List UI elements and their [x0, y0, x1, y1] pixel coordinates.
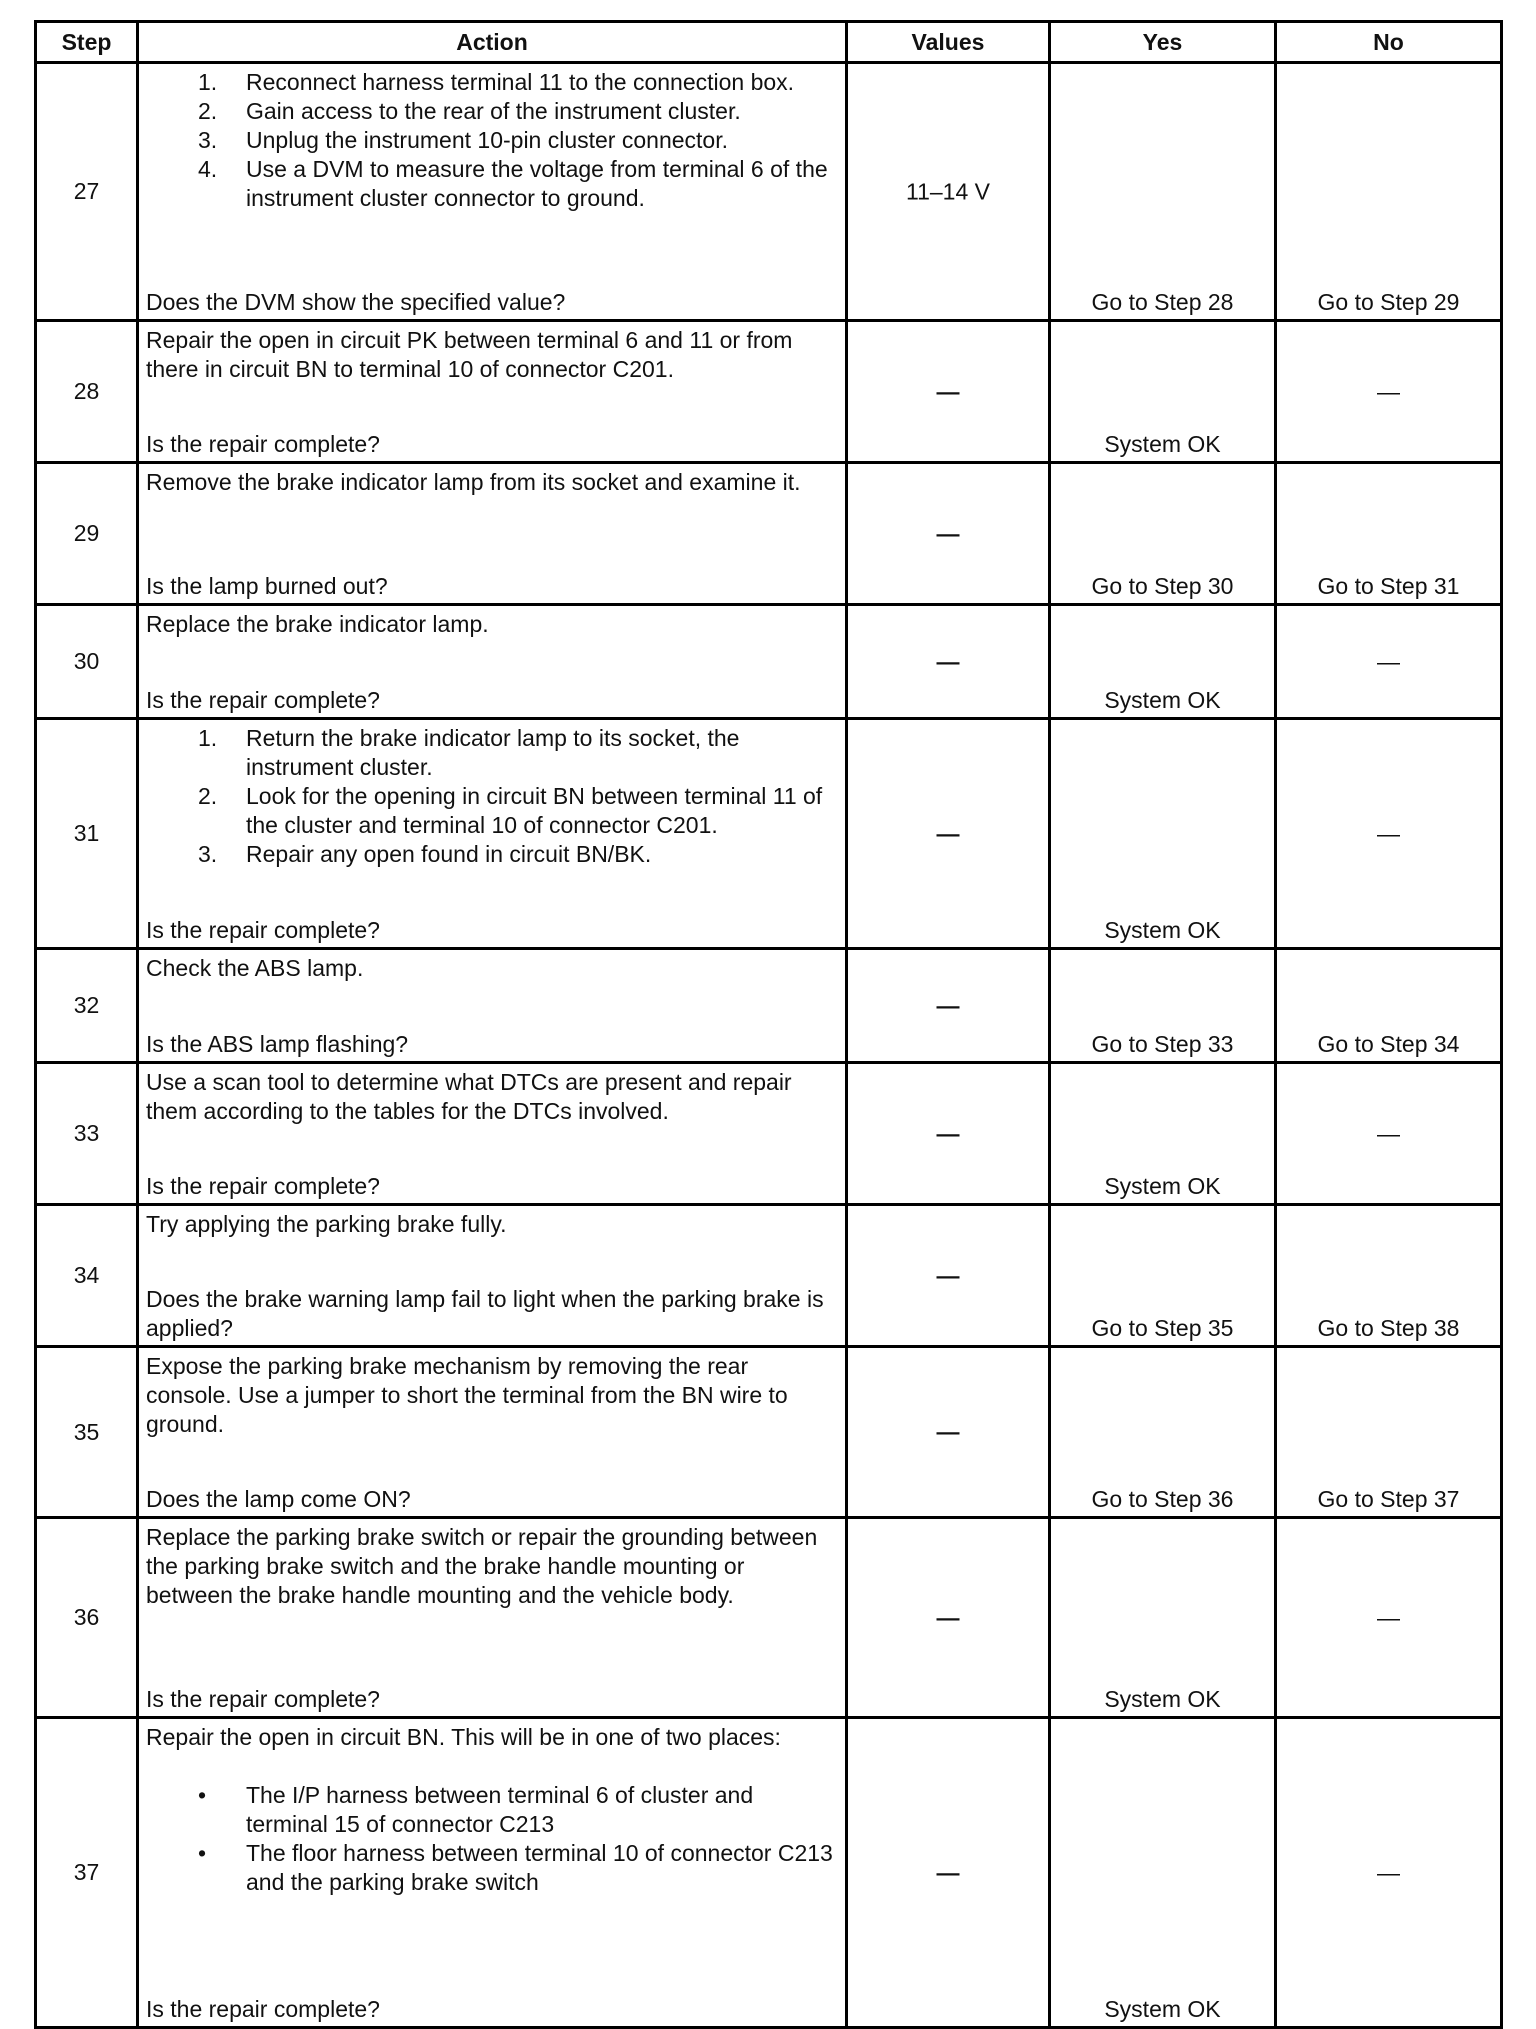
yes-text: System OK: [1104, 687, 1221, 713]
action-content: [139, 464, 845, 603]
value-cell: [847, 63, 1050, 321]
action-content: [139, 1064, 845, 1203]
value-box: [848, 322, 1048, 461]
value-text: —: [936, 1262, 960, 1288]
list-marker: •: [198, 1782, 207, 1808]
value-cell: [847, 1205, 1050, 1347]
step-cell: 31: [36, 719, 138, 949]
value-text: —: [936, 1859, 960, 1885]
yes-box: [1051, 606, 1274, 717]
value-cell: [847, 463, 1050, 605]
action-text: Replace the brake indicator lamp.: [146, 611, 489, 637]
list-marker: 3.: [198, 127, 218, 153]
step-cell: 37: [36, 1718, 138, 2028]
action-question: Is the lamp burned out?: [146, 573, 388, 599]
step-cell: 29: [36, 463, 138, 605]
value-text: —: [936, 820, 960, 846]
value-cell: [847, 1063, 1050, 1205]
yes-text: Go to Step 30: [1091, 573, 1234, 599]
list-item: [146, 1781, 837, 1839]
yes-box: [1051, 64, 1274, 319]
action-text: Remove the brake indicator lamp from its socket and examine it.: [146, 469, 801, 495]
action-cell: [138, 719, 847, 949]
header-yes: Yes: [1050, 22, 1276, 63]
no-box: [1277, 950, 1500, 1061]
value-text: —: [936, 992, 960, 1018]
yes-text: System OK: [1104, 1173, 1221, 1199]
yes-text: Go to Step 35: [1091, 1315, 1234, 1341]
list-marker: 3.: [198, 841, 218, 867]
value-box: [848, 1064, 1048, 1203]
action-question: Is the repair complete?: [146, 1996, 380, 2022]
yes-box: [1051, 464, 1274, 603]
step-cell: 36: [36, 1518, 138, 1718]
header-action: Action: [138, 22, 847, 63]
no-text: —: [1377, 648, 1400, 674]
table-row: [36, 605, 1502, 719]
yes-cell: [1050, 63, 1276, 321]
yes-box: [1051, 1206, 1274, 1345]
table-row: [36, 1347, 1502, 1518]
action-list: [146, 724, 837, 869]
no-box: [1277, 1719, 1500, 2026]
action-cell: [138, 1718, 847, 2028]
value-text: —: [936, 1604, 960, 1630]
list-item-text: Look for the opening in circuit BN between terminal 11 of the cluster and terminal 10 of connector C201.: [246, 783, 823, 838]
action-cell: [138, 1518, 847, 1718]
step-cell: 33: [36, 1063, 138, 1205]
table-row: [36, 321, 1502, 463]
action-cell: [138, 605, 847, 719]
action-cell: [138, 1347, 847, 1518]
list-item-text: Reconnect harness terminal 11 to the connection box.: [246, 69, 795, 95]
value-box: [848, 1206, 1048, 1345]
no-cell: [1276, 719, 1502, 949]
value-text: —: [936, 648, 960, 674]
action-question: Is the repair complete?: [146, 1173, 380, 1199]
yes-text: System OK: [1104, 917, 1221, 943]
action-body: [139, 720, 845, 947]
list-item: [146, 155, 837, 213]
yes-text: System OK: [1104, 1686, 1221, 1712]
action-question: Is the repair complete?: [146, 687, 380, 713]
action-question: Is the repair complete?: [146, 431, 380, 457]
no-box: [1277, 1206, 1500, 1345]
table-body: [36, 63, 1502, 2028]
header-step: Step: [36, 22, 138, 63]
list-item: [146, 68, 837, 97]
no-box: [1277, 64, 1500, 319]
action-body: [139, 64, 845, 319]
value-cell: [847, 719, 1050, 949]
value-cell: [847, 1718, 1050, 2028]
step-cell: 28: [36, 321, 138, 463]
table-row: [36, 1518, 1502, 1718]
no-text: Go to Step 38: [1317, 1315, 1460, 1341]
no-text: —: [1377, 378, 1400, 404]
list-marker: 2.: [198, 783, 218, 809]
header-no: No: [1276, 22, 1502, 63]
list-item: [146, 724, 837, 782]
list-marker: 1.: [198, 725, 218, 751]
list-item: [146, 782, 837, 840]
action-list: [146, 1781, 837, 1897]
no-cell: [1276, 1205, 1502, 1347]
step-cell: 30: [36, 605, 138, 719]
no-cell: [1276, 1718, 1502, 2028]
action-text: Use a scan tool to determine what DTCs are present and repair them according to the tables for the DTCs involved.: [146, 1069, 792, 1124]
no-text: —: [1377, 1859, 1400, 1885]
no-box: [1277, 606, 1500, 717]
spacer: [146, 1752, 837, 1781]
list-item: [146, 1839, 837, 1897]
action-cell: [138, 1205, 847, 1347]
value-text: —: [936, 1418, 960, 1445]
header-row: [36, 22, 1502, 63]
table-row: [36, 463, 1502, 605]
no-text: —: [1377, 820, 1400, 846]
list-marker: 4.: [198, 156, 218, 182]
yes-box: [1051, 720, 1274, 947]
action-cell: [138, 463, 847, 605]
no-box: [1277, 1348, 1500, 1516]
action-content: [139, 64, 845, 319]
yes-cell: [1050, 1518, 1276, 1718]
yes-cell: [1050, 1347, 1276, 1518]
step-cell: 27: [36, 63, 138, 321]
list-marker: 1.: [198, 69, 218, 95]
action-question: Does the brake warning lamp fail to light when the parking brake is applied?: [146, 1286, 824, 1341]
list-item: [146, 97, 837, 126]
value-text: 11–14 V: [906, 178, 990, 204]
yes-cell: [1050, 949, 1276, 1063]
no-cell: [1276, 63, 1502, 321]
list-item-text: The I/P harness between terminal 6 of cluster and terminal 15 of connector C213: [246, 1782, 754, 1837]
value-box: [848, 64, 1048, 319]
yes-cell: [1050, 605, 1276, 719]
value-cell: [847, 1518, 1050, 1718]
yes-cell: [1050, 719, 1276, 949]
action-question: Is the repair complete?: [146, 1686, 380, 1712]
action-text: Replace the parking brake switch or repair the grounding between the parking brake switch and the brake handle mounting or between the brake handle mounting and the vehicle body.: [146, 1524, 818, 1608]
value-cell: [847, 605, 1050, 719]
value-box: [848, 1719, 1048, 2026]
table-row: [36, 1718, 1502, 2028]
yes-cell: [1050, 463, 1276, 605]
no-box: [1277, 1064, 1500, 1203]
action-text: Repair the open in circuit BN. This will be in one of two places:: [146, 1724, 781, 1750]
no-cell: [1276, 463, 1502, 605]
action-question: Is the ABS lamp flashing?: [146, 1031, 409, 1057]
value-text: —: [936, 378, 960, 404]
step-cell: 32: [36, 949, 138, 1063]
no-text: —: [1377, 1120, 1400, 1146]
action-cell: [138, 321, 847, 463]
action-question: Does the DVM show the specified value?: [146, 289, 566, 315]
yes-box: [1051, 1348, 1274, 1516]
yes-text: Go to Step 28: [1091, 289, 1234, 315]
action-cell: [138, 1063, 847, 1205]
diagnostic-table: [34, 20, 1503, 2029]
yes-box: [1051, 1519, 1274, 1716]
list-marker: 2.: [198, 98, 218, 124]
value-box: [848, 606, 1048, 717]
table-row: [36, 63, 1502, 321]
yes-cell: [1050, 1063, 1276, 1205]
list-marker: •: [198, 1840, 207, 1866]
yes-box: [1051, 1719, 1274, 2026]
list-item-text: Return the brake indicator lamp to its socket, the instrument cluster.: [246, 725, 740, 780]
yes-text: System OK: [1104, 431, 1221, 457]
action-content: [139, 1719, 845, 2026]
no-box: [1277, 720, 1500, 947]
no-cell: [1276, 949, 1502, 1063]
action-text: Try applying the parking brake fully.: [146, 1211, 507, 1237]
value-box: [848, 950, 1048, 1061]
list-item: [146, 126, 837, 155]
header-values: Values: [847, 22, 1050, 63]
step-cell: 34: [36, 1205, 138, 1347]
no-text: Go to Step 29: [1317, 289, 1460, 315]
table-row: [36, 949, 1502, 1063]
yes-text: Go to Step 36: [1091, 1486, 1234, 1512]
value-box: [848, 464, 1048, 603]
list-item-text: Gain access to the rear of the instrument cluster.: [246, 98, 741, 124]
no-cell: [1276, 1063, 1502, 1205]
yes-box: [1051, 1064, 1274, 1203]
action-content: [139, 1519, 845, 1716]
yes-box: [1051, 950, 1274, 1061]
action-content: [139, 322, 845, 461]
action-text: Expose the parking brake mechanism by removing the rear console. Use a jumper to short the terminal from the BN wire to ground.: [146, 1353, 788, 1437]
list-item-text: Use a DVM to measure the voltage from terminal 6 of the instrument cluster connector to ground.: [246, 156, 828, 211]
no-cell: [1276, 1518, 1502, 1718]
yes-cell: [1050, 1718, 1276, 2028]
yes-text: Go to Step 33: [1091, 1031, 1234, 1057]
no-text: Go to Step 31: [1317, 573, 1460, 599]
action-body: [139, 1719, 845, 2026]
action-content: [139, 606, 845, 717]
no-text: Go to Step 37: [1317, 1486, 1460, 1512]
table-row: [36, 1205, 1502, 1347]
action-text: Repair the open in circuit PK between terminal 6 and 11 or from there in circuit BN to terminal 10 of connector C201.: [146, 327, 793, 382]
value-text: —: [936, 520, 960, 546]
action-content: [139, 1348, 845, 1516]
value-cell: [847, 321, 1050, 463]
table-row: [36, 1063, 1502, 1205]
value-cell: [847, 1347, 1050, 1518]
yes-box: [1051, 322, 1274, 461]
value-box: [848, 1348, 1048, 1516]
no-text: Go to Step 34: [1317, 1031, 1460, 1057]
action-content: [139, 1206, 845, 1345]
action-question: Is the repair complete?: [146, 917, 380, 943]
step-cell: 35: [36, 1347, 138, 1518]
no-cell: [1276, 321, 1502, 463]
yes-text: System OK: [1104, 1996, 1221, 2022]
no-cell: [1276, 1347, 1502, 1518]
action-list: [146, 68, 837, 213]
no-box: [1277, 322, 1500, 461]
action-content: [139, 720, 845, 947]
value-text: —: [936, 1120, 960, 1146]
action-cell: [138, 63, 847, 321]
value-cell: [847, 949, 1050, 1063]
action-text: Check the ABS lamp.: [146, 955, 364, 981]
no-cell: [1276, 605, 1502, 719]
value-box: [848, 1519, 1048, 1716]
action-cell: [138, 949, 847, 1063]
list-item-text: Repair any open found in circuit BN/BK.: [246, 841, 652, 867]
no-text: —: [1377, 1604, 1400, 1630]
action-question: Does the lamp come ON?: [146, 1486, 411, 1512]
list-item-text: Unplug the instrument 10-pin cluster connector.: [246, 127, 728, 153]
yes-cell: [1050, 321, 1276, 463]
yes-cell: [1050, 1205, 1276, 1347]
table-row: [36, 719, 1502, 949]
list-item: [146, 840, 837, 869]
action-content: [139, 950, 845, 1061]
no-box: [1277, 464, 1500, 603]
no-box: [1277, 1519, 1500, 1716]
value-box: [848, 720, 1048, 947]
list-item-text: The floor harness between terminal 10 of connector C213 and the parking brake switch: [246, 1840, 833, 1895]
